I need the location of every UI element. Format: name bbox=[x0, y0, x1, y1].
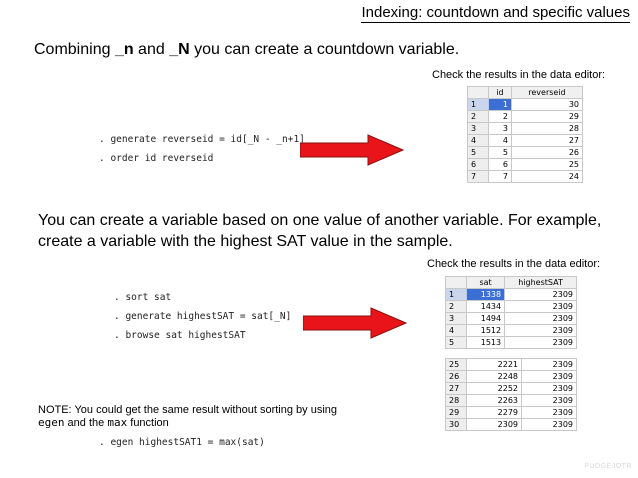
heading-text-post: you can create a countdown variable. bbox=[189, 41, 460, 58]
data-editor-table-reverseid bbox=[467, 86, 583, 183]
cell-highestsat[interactable]: 2309 bbox=[505, 301, 577, 313]
cell-highestsat[interactable]: 2309 bbox=[522, 359, 577, 371]
section1-heading bbox=[34, 41, 459, 59]
cell-id[interactable]: 3 bbox=[489, 123, 512, 135]
table-row bbox=[468, 99, 583, 111]
table-row bbox=[446, 371, 577, 383]
cell-reverseid[interactable]: 30 bbox=[511, 99, 582, 111]
note-code-egen: egen bbox=[38, 416, 65, 429]
column-header-sat[interactable]: sat bbox=[467, 277, 505, 289]
cell-highestsat[interactable]: 2309 bbox=[522, 395, 577, 407]
table-row bbox=[446, 407, 577, 419]
table-row bbox=[468, 171, 583, 183]
arrow-right-icon bbox=[300, 134, 404, 166]
note-text-mid: and the bbox=[64, 417, 108, 429]
table-row bbox=[468, 147, 583, 159]
command-sort-sat: . sort sat bbox=[114, 292, 172, 303]
cell-sat[interactable]: 1513 bbox=[467, 337, 505, 349]
cell-sat[interactable]: 1494 bbox=[467, 313, 505, 325]
cell-id[interactable]: 2 bbox=[489, 111, 512, 123]
row-number: 1 bbox=[468, 99, 489, 111]
section2-paragraph: You can create a variable based on one value of another variable. For example, create a variable with the highest SAT value in the sample. bbox=[38, 212, 602, 250]
table-row bbox=[446, 289, 577, 301]
cell-highestsat[interactable]: 2309 bbox=[505, 313, 577, 325]
command-browse: . browse sat highestSAT bbox=[114, 330, 246, 341]
check-results-label-2: Check the results in the data editor: bbox=[427, 258, 601, 270]
cell-highestsat[interactable]: 2309 bbox=[522, 371, 577, 383]
corner-cell bbox=[446, 277, 467, 289]
cell-highestsat[interactable]: 2309 bbox=[522, 383, 577, 395]
command-egen: . egen highestSAT1 = max(sat) bbox=[99, 437, 265, 448]
row-number: 5 bbox=[468, 147, 489, 159]
cell-highestsat[interactable]: 2309 bbox=[505, 325, 577, 337]
row-number: 1 bbox=[446, 289, 467, 301]
row-number: 29 bbox=[446, 407, 467, 419]
row-number: 2 bbox=[468, 111, 489, 123]
cell-reverseid[interactable]: 27 bbox=[511, 135, 582, 147]
corner-cell bbox=[468, 87, 489, 99]
row-number: 4 bbox=[468, 135, 489, 147]
row-number: 5 bbox=[446, 337, 467, 349]
cell-highestsat[interactable]: 2309 bbox=[505, 337, 577, 349]
row-number: 28 bbox=[446, 395, 467, 407]
command-generate-reverseid: . generate reverseid = id[_N - _n+1] bbox=[99, 134, 305, 145]
watermark: PUDGEJOTR bbox=[584, 463, 632, 470]
cell-highestsat[interactable]: 2309 bbox=[522, 419, 577, 431]
cell-id[interactable]: 5 bbox=[489, 147, 512, 159]
cell-sat[interactable]: 1512 bbox=[467, 325, 505, 337]
command-order: . order id reverseid bbox=[99, 153, 214, 164]
table-row bbox=[446, 337, 577, 349]
column-header-reverseid[interactable]: reverseid bbox=[511, 87, 582, 99]
table-row bbox=[446, 419, 577, 431]
row-number: 4 bbox=[446, 325, 467, 337]
table-row bbox=[468, 159, 583, 171]
table-row bbox=[446, 395, 577, 407]
command-generate-highestsat: . generate highestSAT = sat[_N] bbox=[114, 311, 292, 322]
cell-sat[interactable]: 1434 bbox=[467, 301, 505, 313]
slide-title: Indexing: countdown and specific values bbox=[361, 4, 630, 21]
cell-sat[interactable]: 2248 bbox=[467, 371, 522, 383]
cell-sat[interactable]: 1338 bbox=[467, 289, 505, 301]
column-header-id[interactable]: id bbox=[489, 87, 512, 99]
cell-reverseid[interactable]: 26 bbox=[511, 147, 582, 159]
cell-sat[interactable]: 2309 bbox=[467, 419, 522, 431]
heading-N: _N bbox=[169, 41, 190, 58]
note-line-2 bbox=[38, 416, 169, 429]
table-row bbox=[446, 359, 577, 371]
note-text-end: function bbox=[127, 417, 169, 429]
data-editor-table-sat-top bbox=[445, 276, 577, 349]
cell-id[interactable]: 7 bbox=[489, 171, 512, 183]
table-row bbox=[468, 135, 583, 147]
cell-id[interactable]: 1 bbox=[489, 99, 512, 111]
row-number: 27 bbox=[446, 383, 467, 395]
data-editor-table-sat-bottom bbox=[445, 358, 577, 431]
column-header-highestsat[interactable]: highestSAT bbox=[505, 277, 577, 289]
row-number: 2 bbox=[446, 301, 467, 313]
note-code-max: max bbox=[107, 416, 128, 429]
cell-sat[interactable]: 2221 bbox=[467, 359, 522, 371]
cell-sat[interactable]: 2252 bbox=[467, 383, 522, 395]
row-number: 7 bbox=[468, 171, 489, 183]
row-number: 3 bbox=[468, 123, 489, 135]
table-row bbox=[446, 313, 577, 325]
check-results-label-1: Check the results in the data editor: bbox=[432, 69, 606, 81]
row-number: 6 bbox=[468, 159, 489, 171]
heading-text-pre: Combining bbox=[34, 41, 115, 58]
cell-sat[interactable]: 2263 bbox=[467, 395, 522, 407]
cell-reverseid[interactable]: 24 bbox=[511, 171, 582, 183]
table-row bbox=[468, 111, 583, 123]
cell-reverseid[interactable]: 28 bbox=[511, 123, 582, 135]
heading-text-mid: and bbox=[133, 41, 170, 58]
row-number: 25 bbox=[446, 359, 467, 371]
arrow-right-icon bbox=[303, 307, 407, 339]
cell-reverseid[interactable]: 29 bbox=[511, 111, 582, 123]
table-header-row bbox=[446, 277, 577, 289]
table-row bbox=[446, 325, 577, 337]
row-number: 30 bbox=[446, 419, 467, 431]
row-number: 3 bbox=[446, 313, 467, 325]
cell-highestsat[interactable]: 2309 bbox=[522, 407, 577, 419]
table-row bbox=[446, 383, 577, 395]
cell-id[interactable]: 4 bbox=[489, 135, 512, 147]
table-header-row bbox=[468, 87, 583, 99]
cell-sat[interactable]: 2279 bbox=[467, 407, 522, 419]
heading-n: _n bbox=[114, 41, 134, 58]
cell-highestsat[interactable]: 2309 bbox=[505, 289, 577, 301]
table-row bbox=[446, 301, 577, 313]
cell-id[interactable]: 6 bbox=[489, 159, 512, 171]
row-number: 26 bbox=[446, 371, 467, 383]
table-row bbox=[468, 123, 583, 135]
note-line-1: NOTE: You could get the same result without sorting by using bbox=[38, 404, 337, 416]
cell-reverseid[interactable]: 25 bbox=[511, 159, 582, 171]
